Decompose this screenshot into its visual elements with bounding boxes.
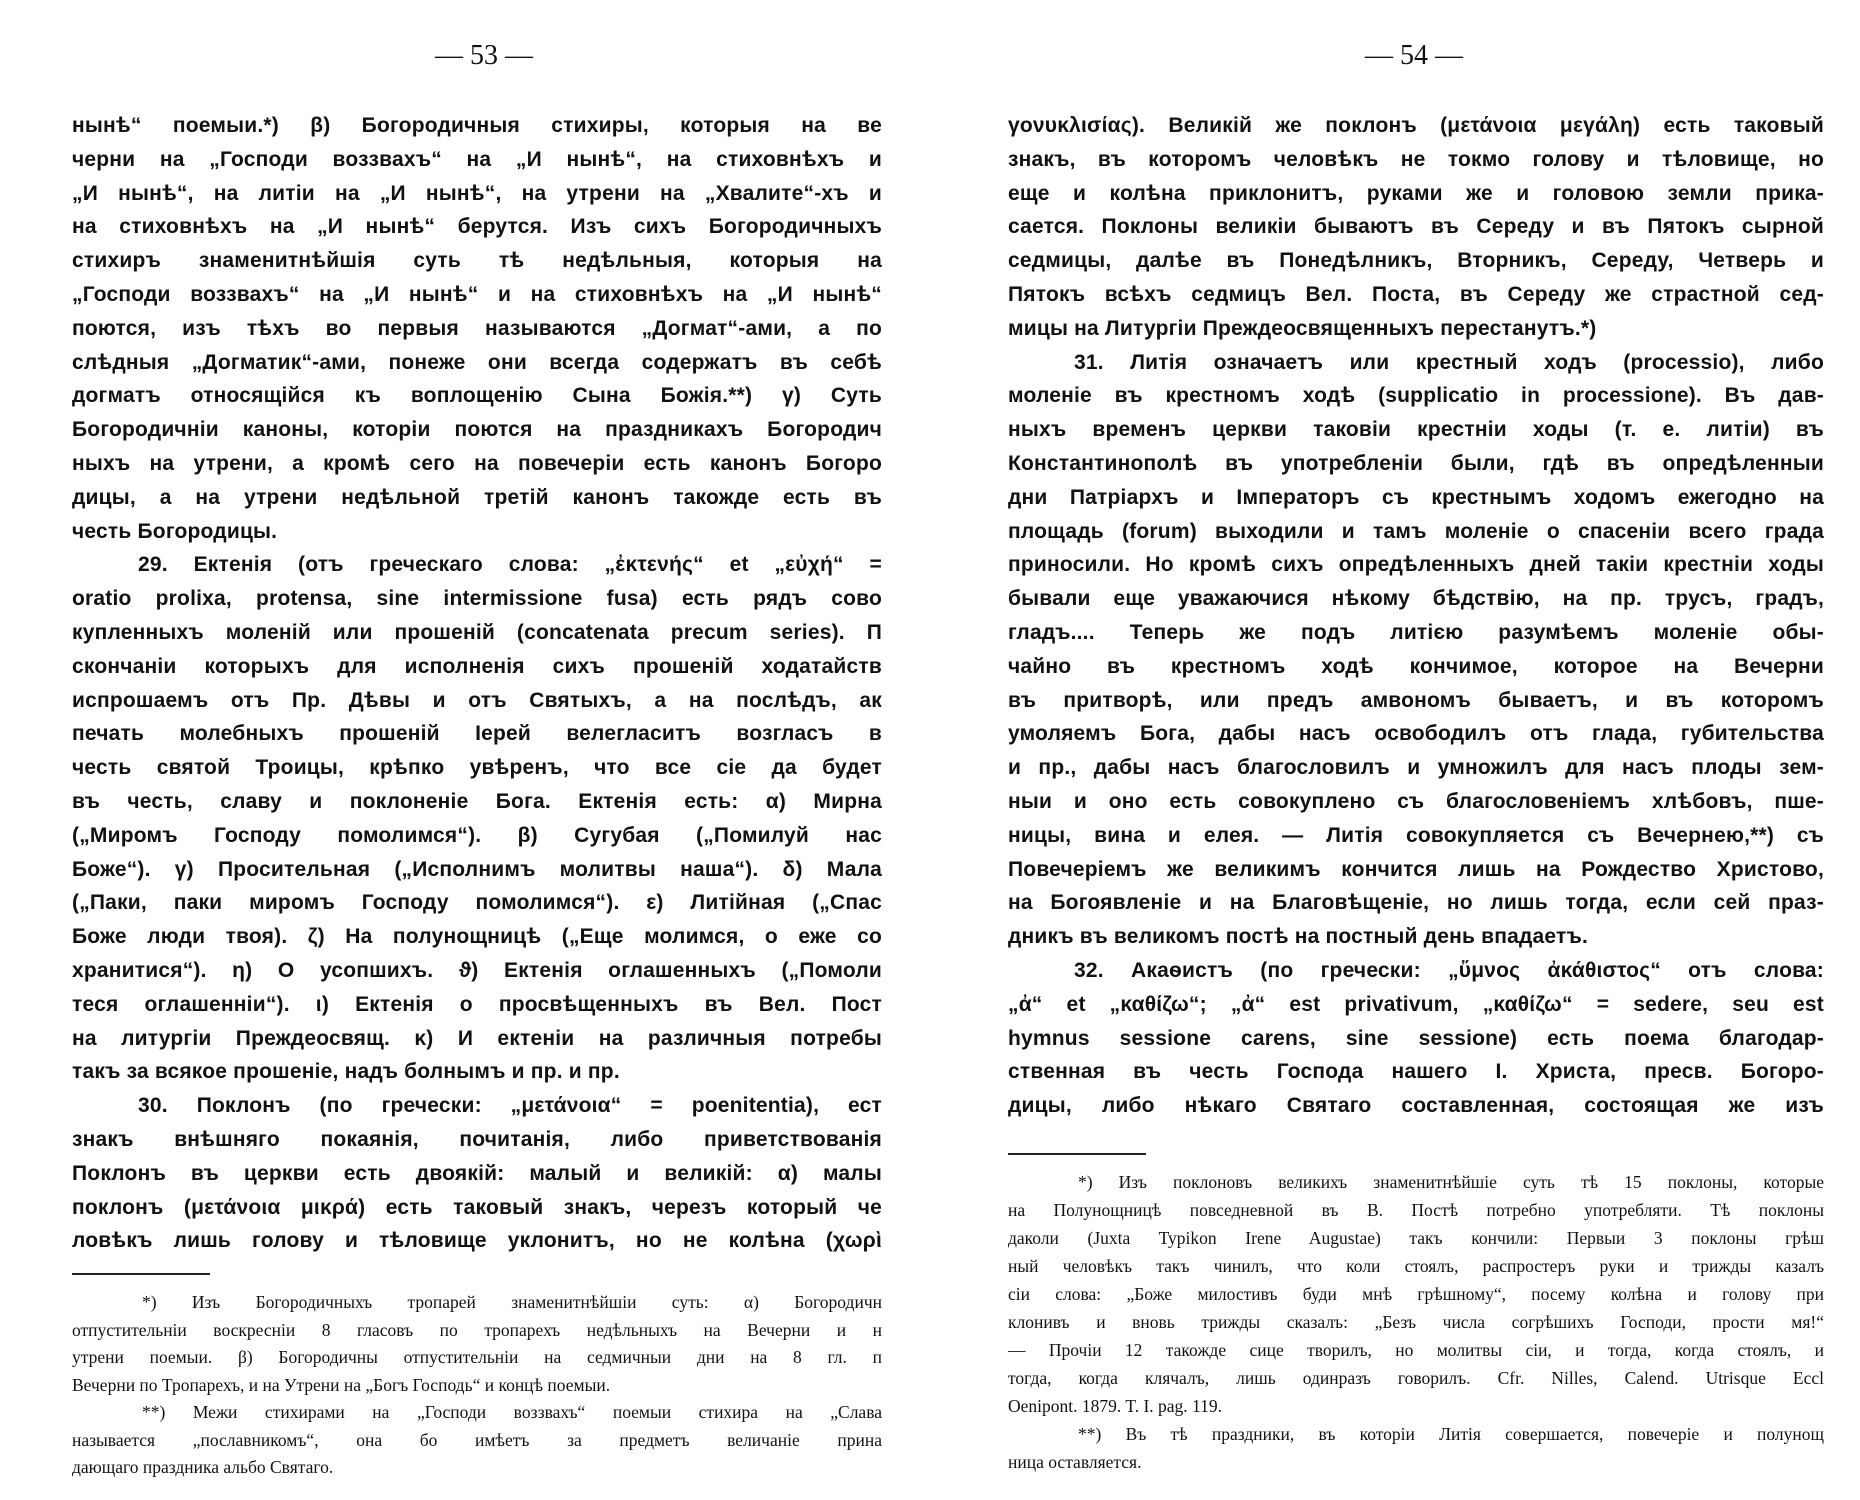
- text-line: приносили. Но кромѣ сихъ опредѣленныхъ дней такіи крестніи ходы: [1008, 553, 1824, 577]
- text-line: 32. Акаѳистъ (по гречески: „ὕμνος ἀκάθιστος“ отъ слова:: [1074, 959, 1824, 982]
- footnote-line: ный человѣкъ такъ чинилъ, что коли стоялъ, распростеръ руки и трижды казалъ: [1008, 1256, 1824, 1276]
- text-line: бывали еще уважаючися нѣкому бѣдствію, на пр. трусъ, градъ,: [1008, 587, 1824, 611]
- text-line: скончаніи которыхъ для исполненія сихъ прошеній ходатайств: [72, 654, 882, 678]
- text-line: теся оглашенніи“). ι) Ектенія о просвѣщенныхъ въ Вел. Пост: [72, 992, 882, 1016]
- text-line: „И нынѣ“, на литіи на „И нынѣ“, на утрени на „Хвалите“-хъ и: [72, 181, 882, 205]
- text-line: хранитися“). η) О усопшихъ. ϑ) Ектенія оглашенныхъ („Помоли: [72, 959, 882, 982]
- text-line: 31. Литія означаетъ или крестный ходъ (processio), либо: [1074, 350, 1824, 374]
- text-line: γονυκλισίας). Великій же поклонъ (μετάνοια μεγάλη) есть таковый: [1008, 114, 1824, 137]
- text-line: ныхъ на утрени, а кромѣ сего на повечеріи есть канонъ Богоро: [72, 452, 882, 475]
- footnote-line: на Полунощницѣ повседневной въ В. Постѣ потребно употребляти. Тѣ поклоны: [1008, 1200, 1824, 1220]
- text-line: ныхъ временъ церкви таковіи крестніи ходы (т. е. литіи) въ: [1008, 418, 1824, 442]
- text-line: и пр., дабы насъ благословилъ и умножилъ для насъ плоды зем-: [1008, 756, 1824, 780]
- text-line: ницы, вина и елея. — Литія совокупляется съ Вечернею,**) съ: [1008, 823, 1824, 847]
- text-line: hymnus sessione carens, sine sessione) есть поема благодар-: [1008, 1026, 1824, 1050]
- text-line: Боже люди твоя). ζ) На полунощницѣ („Еще молимся, о еже со: [72, 925, 882, 949]
- footnote-line: — Прочіи 12 такожде сице творилъ, но молитвы сіи, и тогда, когда стоялъ, и: [1008, 1340, 1824, 1360]
- text-line: догматъ относящійся къ воплощенію Сына Божія.**) γ) Суть: [72, 384, 882, 408]
- text-line: 29. Ектенія (отъ греческаго слова: „ἐκτενής“ et „εὐχή“ =: [138, 553, 882, 577]
- text-line: Боже“). γ) Просительная („Исполнимъ молитвы наша“). δ) Мала: [72, 857, 882, 881]
- text-line: нынѣ“ поемыи.*) β) Богородичныя стихиры, которыя на ве: [72, 114, 882, 137]
- text-line: еще и колѣна приклонитъ, руками же и головою земли прика-: [1008, 181, 1824, 205]
- text-line: Богородичніи каноны, которіи поются на праздникахъ Богородич: [72, 418, 882, 442]
- footnote-line: **) Въ тѣ праздники, въ которіи Литія совершается, повечеріе и полунощ: [1078, 1424, 1824, 1444]
- footnote-line: Вечерни по Тропарехъ, и на Утрени на „Богъ Господь“ и концѣ поемыи.: [72, 1374, 611, 1395]
- text-line: Пятокъ всѣхъ седмицъ Вел. Поста, въ Середу же страстной сед-: [1008, 283, 1824, 306]
- text-line: такъ за всякое прошеніе, надъ болнымъ и пр. и пр.: [72, 1060, 620, 1084]
- text-line: („Миромъ Господу помолимся“). β) Сугубая („Помилуй нас: [72, 823, 882, 847]
- text-line: „Господи воззвахъ“ на „И нынѣ“ и на стиховнѣхъ на „И нынѣ“: [72, 283, 882, 306]
- footnote-divider-left: [72, 1273, 210, 1275]
- footnote-line: утрени поемыи. β) Богородичны отпустительніи на седмичныи дни на 8 гл. п: [72, 1347, 882, 1367]
- text-line: сается. Поклоны великіи бываютъ въ Середу и въ Пятокъ сырной: [1008, 215, 1824, 239]
- footnote-line: *) Изъ Богородичныхъ тропарей знаменитнѣйшіи суть: α) Богородичн: [142, 1292, 882, 1312]
- text-line: черни на „Господи воззвахъ“ на „И нынѣ“, на стиховнѣхъ и: [72, 147, 882, 171]
- text-line: купленныхъ моленій или прошеній (concatenata precum series). П: [72, 621, 882, 644]
- text-line: площадь (forum) выходили и тамъ моленіе о спасеніи всего града: [1008, 519, 1824, 543]
- text-line: честь Богородицы.: [72, 519, 278, 543]
- text-line: на литургіи Преждеосвящ. κ) И ектеніи на различныя потребы: [72, 1026, 882, 1050]
- text-line: дицы, либо нѣкаго Святаго составленная, состоящая же изъ: [1008, 1094, 1824, 1118]
- text-line: въ честь, славу и поклоненіе Бога. Ектенія есть: α) Мирна: [72, 790, 882, 813]
- page-number-right: — 54 —: [1365, 40, 1463, 71]
- text-line: испрошаемъ отъ Пр. Дѣвы и отъ Святыхъ, а на послѣдъ, ак: [72, 688, 882, 712]
- footnote-line: сіи слова: „Боже милостивъ буди мнѣ грѣшному“, посему колѣна и голову при: [1008, 1284, 1824, 1304]
- text-line: Повечеріемъ же великимъ кончится лишь на Рождество Христово,: [1008, 857, 1824, 881]
- footnote-line: называется „пославникомъ“, она бо имѣетъ за предметъ величаніе прина: [72, 1429, 882, 1450]
- text-line: Поклонъ въ церкви есть двоякій: малый и великій: α) малы: [72, 1161, 882, 1185]
- text-line: чайно въ крестномъ ходѣ кончимое, которое на Вечерни: [1008, 654, 1824, 678]
- text-line: въ притворѣ, или предъ амвономъ бываетъ, и въ которомъ: [1008, 688, 1824, 712]
- footnote-line: клонивъ и вновь трижды сказалъ: „Безъ числа согрѣшихъ Господи, прости мя!“: [1008, 1312, 1824, 1332]
- footnote-line: Oenipont. 1879. T. I. pag. 119.: [1008, 1396, 1223, 1416]
- text-line: oratio prolixa, protensa, sine intermissione fusa) есть рядъ сово: [72, 587, 882, 611]
- text-line: ловѣкъ лишь голову и тѣловище уклонитъ, но не колѣна (χωρὶ: [72, 1229, 882, 1253]
- text-line: мицы на Литургіи Преждеосвященныхъ перестанутъ.*): [1008, 316, 1597, 340]
- footnote-divider-right: [1008, 1153, 1146, 1155]
- text-line: знакъ внѣшняго покаянія, почитанія, либо приветствованія: [72, 1128, 882, 1151]
- footnote-line: *) Изъ поклоновъ великихъ знаменитнѣйшіе суть тѣ 15 поклоны, которые: [1078, 1172, 1824, 1192]
- text-line: честь святой Троицы, крѣпко увѣренъ, что все сіе да будет: [72, 756, 882, 780]
- footnote-line: дающаго праздника альбо Святаго.: [72, 1457, 334, 1477]
- text-line: седмицы, далѣе въ Понедѣлникъ, Вторникъ, Середу, Четверь и: [1008, 249, 1824, 273]
- text-line: слѣдныя „Догматик“-ами, понеже они всегда содержатъ въ себѣ: [72, 350, 882, 374]
- page-number-left: — 53 —: [435, 40, 533, 71]
- footnote-line: отпустительніи воскресніи 8 гласовъ по тропарехъ недѣльныхъ на Вечерни и н: [72, 1319, 882, 1340]
- text-line: моленіе въ крестномъ ходѣ (supplicatio in processione). Въ дав-: [1008, 384, 1824, 408]
- footnote-line: тогда, когда клячалъ, лишь одинразъ говорилъ. Cfr. Nilles, Calend. Utrisque Eccl: [1008, 1368, 1824, 1388]
- footnote-line: ница оставляется.: [1008, 1452, 1142, 1472]
- footnote-line: **) Межи стихирами на „Господи воззвахъ“ поемыи стихира на „Слава: [142, 1402, 882, 1422]
- text-line: дицы, а на утрени недѣльной третій канонъ такожде есть въ: [72, 485, 882, 509]
- text-line: дни Патріархъ и Імператоръ съ крестнымъ ходомъ ежегодно на: [1008, 485, 1824, 509]
- text-line: стихиръ знаменитнѣйшія суть тѣ недѣльныя, которыя на: [72, 249, 882, 273]
- text-line: умоляемъ Бога, дабы насъ освободилъ отъ глада, губительства: [1008, 722, 1824, 746]
- text-line: „ἀ“ et „καθίζω“; „ἀ“ est privativum, „καθίζω“ = sedere, seu est: [1008, 992, 1824, 1016]
- text-line: знакъ, въ которомъ человѣкъ не токмо голову и тѣловище, но: [1008, 147, 1824, 171]
- text-line: поются, изъ тѣхъ во первыя называются „Догмат“-ами, а по: [72, 316, 882, 340]
- text-line: поклонъ (μετάνοια μικρά) есть таковый знакъ, черезъ который че: [72, 1195, 882, 1219]
- text-line: на стиховнѣхъ на „И нынѣ“ берутся. Изъ сихъ Богородичныхъ: [72, 215, 882, 239]
- text-line: гладъ.... Теперь же подъ литією разумѣемъ моленіе обы-: [1008, 621, 1824, 644]
- text-line: ственная въ честь Господа нашего І. Христа, пресв. Богоро-: [1008, 1060, 1824, 1084]
- text-line: 30. Поклонъ (по гречески: „μετάνοια“ = poenitentia), ест: [138, 1094, 882, 1118]
- text-line: печать молебныхъ прошеній Іерей велегласитъ возгласъ в: [72, 722, 882, 746]
- text-line: дникъ въ великомъ постѣ на постный день впадаетъ.: [1008, 925, 1589, 949]
- text-line: на Богоявленіе и на Благовѣщеніе, но лишь тогда, если сей праз-: [1008, 891, 1824, 915]
- text-line: ныи и оно есть совокуплено съ благословеніемъ хлѣбовъ, пше-: [1008, 790, 1824, 813]
- text-line: Константинополѣ въ употребленіи были, гдѣ въ опредѣленныи: [1008, 452, 1824, 475]
- footnote-line: даколи (Juxta Typikon Irene Augustae) такъ кончили: Первыи 3 поклоны грѣш: [1008, 1228, 1824, 1248]
- text-line: („Паки, паки миромъ Господу помолимся“). ε) Литійная („Спас: [72, 891, 882, 915]
